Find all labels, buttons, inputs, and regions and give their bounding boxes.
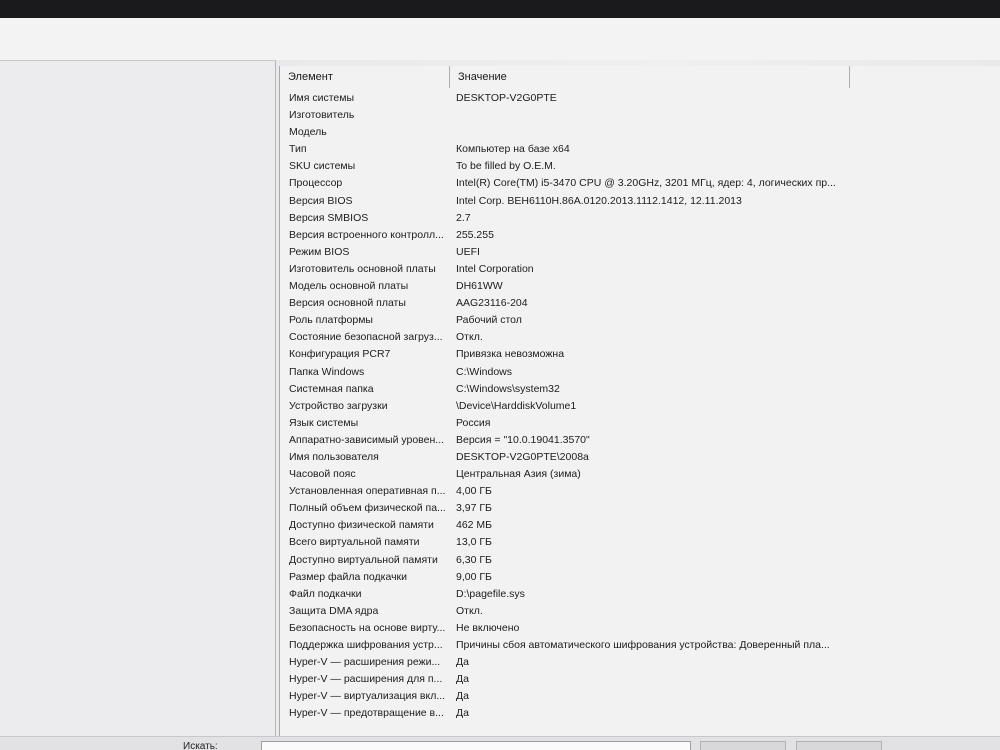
row-element-value [446,107,996,124]
table-row[interactable] [280,603,1000,620]
row-element-value: UEFI [456,245,480,258]
row-element-value: Да [456,690,469,703]
table-row[interactable] [280,124,1000,141]
row-element-value: 255.255 [456,228,494,241]
row-element-value: 13,0 ГБ [456,536,492,549]
row-element-value [446,124,996,141]
table-row[interactable] [280,415,1000,432]
row-element-value: DESKTOP-V2G0PTE [456,92,557,104]
row-element-value: 9,00 ГБ [456,570,492,583]
row-element-value: Да [456,673,469,686]
row-element-value: Intel(R) Core(TM) i5-3470 CPU @ 3.20GHz, 3201 МГц, ядер: 4, логических пр... [456,177,836,190]
row-element-value: C:\Windows [456,365,513,378]
row-element-name: Модель [289,126,327,139]
table-row[interactable] [280,175,1000,192]
row-element-value: Привязка невозможна [456,348,565,361]
category-tree-pane[interactable] [0,60,276,737]
row-element-value: Рабочий стол [456,314,522,327]
table-row[interactable] [280,381,1000,398]
row-element-name: Конфигурация PCR7 [289,348,391,361]
row-element-name: Установленная оперативная п... [289,485,446,498]
table-row[interactable] [280,364,1000,381]
row-element-name: Тип [289,143,307,156]
table-row[interactable] [280,449,1000,466]
row-element-value: Откл. [456,604,483,617]
row-element-name: Hyper-V — расширения для п... [289,673,443,686]
row-element-name: Аппаратно-зависимый уровен... [289,433,445,446]
row-element-value: 462 МБ [456,519,493,532]
row-element-value: 6,30 ГБ [456,553,492,566]
table-row[interactable] [280,534,1000,551]
details-list[interactable] [279,66,1000,736]
table-row[interactable] [280,90,1000,107]
table-row[interactable] [280,329,1000,346]
row-element-value: 3,97 ГБ [456,502,492,515]
row-element-name: Часовой пояс [289,468,356,481]
table-row[interactable] [280,398,1000,415]
table-row[interactable] [280,620,1000,637]
row-element-name: Hyper-V — расширения режи... [289,656,441,669]
table-row[interactable] [280,193,1000,210]
table-row[interactable] [280,227,1000,244]
row-element-value: Компьютер на базе x64 [456,143,570,156]
find-button[interactable] [700,741,786,750]
row-element-name: Имя системы [289,92,355,104]
row-element-name: Версия встроенного контролл... [289,228,444,241]
row-element-name: Hyper-V — виртуализация вкл... [289,690,446,703]
row-element-name: Версия SMBIOS [289,211,369,224]
row-element-name: Режим BIOS [289,245,350,258]
table-row[interactable] [280,569,1000,586]
row-element-value: AAG23116-204 [456,297,528,310]
row-element-value: Версия = "10.0.19041.3570" [456,433,590,446]
table-row[interactable] [280,671,1000,688]
row-element-name: Изготовитель [289,109,355,122]
table-row[interactable] [280,141,1000,158]
close-find-button[interactable] [796,741,882,750]
row-element-value: D:\pagefile.sys [456,587,525,600]
row-element-name: Файл подкачки [289,587,362,600]
table-row[interactable] [280,688,1000,705]
row-element-value: \Device\HarddiskVolume1 [456,399,577,412]
row-element-value: Причины сбоя автоматического шифрования устройства: Доверенный пла... [456,639,830,651]
table-row[interactable] [280,295,1000,312]
table-row[interactable] [280,261,1000,278]
row-element-name: Системная папка [289,382,374,395]
row-element-value: Не включено [456,621,520,634]
row-element-name: Размер файла подкачки [289,570,408,583]
row-element-name: Папка Windows [289,365,365,378]
row-element-value: Россия [456,416,491,429]
row-element-name: Доступно виртуальной памяти [289,553,438,566]
row-element-name: Язык системы [289,416,359,429]
pane-splitter[interactable] [275,61,276,737]
search-bar [0,736,1000,750]
table-row[interactable] [280,244,1000,261]
column-header-element[interactable]: Элемент [280,66,450,88]
table-row[interactable] [280,654,1000,671]
row-element-value: Intel Corp. BEH6110H.86A.0120.2013.1112.1412, 12.11.2013 [456,194,742,207]
row-element-value: Intel Corporation [456,262,534,275]
row-element-name: Устройство загрузки [289,399,388,412]
row-element-name: Версия BIOS [289,194,353,207]
column-header-value[interactable]: Значение [450,66,850,88]
table-row[interactable] [280,586,1000,603]
table-row[interactable] [280,312,1000,329]
search-label: Искать: [183,741,218,750]
row-element-name: Всего виртуальной памяти [289,536,420,549]
row-element-value: Центральная Азия (зима) [456,468,581,481]
table-row[interactable] [280,483,1000,500]
system-information-window [0,18,1000,750]
table-row[interactable] [280,466,1000,483]
row-element-value: DH61WW [456,280,503,293]
row-element-value: Да [456,656,469,669]
table-row[interactable] [280,552,1000,569]
table-row[interactable] [280,517,1000,534]
table-row[interactable] [280,705,1000,722]
list-header [280,66,1000,88]
table-row[interactable] [280,278,1000,295]
search-input[interactable] [261,741,691,750]
row-element-name: Полный объем физической па... [289,502,446,515]
table-row[interactable] [280,107,1000,124]
row-element-name: Изготовитель основной платы [289,262,436,275]
row-element-name: Поддержка шифрования устр... [289,639,443,651]
row-element-value: 4,00 ГБ [456,485,492,498]
table-row[interactable] [280,158,1000,175]
row-element-name: Процессор [289,177,343,190]
row-element-name: Имя пользователя [289,450,379,463]
row-element-name: Версия основной платы [289,297,406,310]
row-element-name: SKU системы [289,160,356,173]
table-row[interactable] [280,432,1000,449]
row-element-name: Доступно физической памяти [289,519,434,532]
table-row[interactable] [280,346,1000,363]
row-element-value: 2.7 [456,211,471,224]
row-element-name: Защита DMA ядра [289,604,379,617]
table-row[interactable] [280,637,1000,654]
row-element-value: C:\Windows\system32 [456,382,560,395]
table-row[interactable] [280,210,1000,227]
row-element-name: Hyper-V — предотвращение в... [289,707,444,720]
row-element-value: DESKTOP-V2G0PTE\2008a [456,450,589,463]
list-rows [280,90,1000,722]
row-element-name: Безопасность на основе вирту... [289,621,446,634]
row-element-name: Роль платформы [289,314,373,327]
title-area [0,18,1000,60]
row-element-name: Модель основной платы [289,280,409,293]
row-element-value: Да [456,707,469,720]
row-element-value: To be filled by O.E.M. [456,160,556,173]
row-element-name: Состояние безопасной загруз... [289,331,443,344]
table-row[interactable] [280,500,1000,517]
row-element-value: Откл. [456,331,483,344]
